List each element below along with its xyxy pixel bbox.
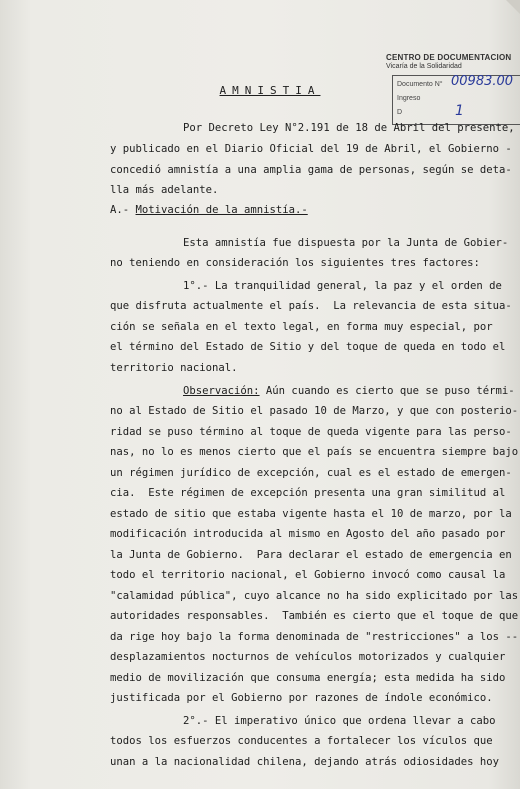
observation-line-15: medio de movilización que consuma energía; esta medida ha sido [110, 672, 506, 684]
observation-line-6: cia. Este régimen de excepción presenta una gran similitud al [110, 487, 506, 499]
factor2-line-2: todos los esfuerzos conducentes a fortalecer los vículos que [110, 735, 493, 747]
stamp-d-value: 1 [455, 103, 464, 119]
stamp-document-label: Documento N° [397, 81, 443, 88]
stamp-document-number: 00983.00 [451, 74, 514, 89]
stamp-d-label: D [397, 109, 403, 116]
intro-line-3: concedió amnistía a una amplia gama de personas, según se deta- [110, 164, 512, 176]
observation-line-11: "calamidad pública", cuyo alcance no ha sido explicitado por las [110, 590, 519, 602]
stamp-ingreso-label: Ingreso [397, 95, 421, 102]
factor2-line-1: 2°.- El imperativo único que ordena llevar a cabo [183, 715, 496, 727]
factor2-line-3: unan a la nacionalidad chilena, dejando atrás odiosidades hoy [110, 756, 500, 768]
stamp-title: CENTRO DE DOCUMENTACION [386, 53, 512, 62]
observation-line-13: da rige hoy bajo la forma denominada de "restricciones" a los -- [110, 631, 519, 643]
factor1-line-4: el término del Estado de Sitio y del toque de queda en todo el [110, 341, 506, 353]
document-title: AMNISTIA [219, 84, 321, 97]
observation-text-1: Aún cuando es cierto que se puso térmi- [259, 385, 515, 397]
factor1-line-5: territorio nacional. [110, 362, 238, 374]
factor1-line-3: ción se señala en el texto legal, en forma muy especial, por [110, 321, 493, 333]
factor1-line-2: que disfruta actualmente el país. La relevancia de esta situa- [110, 300, 512, 312]
observation-line-7: estado de sitio que estaba vigente hasta el 10 de marzo, por la [110, 508, 512, 520]
motivation-line-1: Esta amnistía fue dispuesta por la Junta de Gobier- [183, 237, 509, 249]
observation-line-8: modificación introducida al mismo en Agosto del año pasado por [110, 528, 506, 540]
page-corner-fold [506, 0, 520, 14]
section-letter: A.- [110, 204, 130, 216]
observation-line-12: autoridades responsables. También es cierto que el toque de que [110, 610, 519, 622]
section-heading [110, 204, 308, 216]
intro-line-4: lla más adelante. [110, 184, 219, 196]
factor1-line-1: 1°.- La tranquilidad general, la paz y el orden de [183, 280, 502, 292]
observation-line-9: la Junta de Gobierno. Para declarar el estado de emergencia en [110, 549, 512, 561]
observation-label: Observación: [183, 385, 260, 397]
observation-line-4: nas, no lo es menos cierto que el país se encuentra siempre bajo [110, 446, 519, 458]
intro-line-1: Por Decreto Ley N°2.191 de 18 de Abril del presente, [183, 122, 515, 134]
observation-line-14: desplazamientos nocturnos de vehículos motorizados y cualquier [110, 651, 506, 663]
observation-line-1 [183, 381, 515, 402]
observation-line-2: no al Estado de Sitio el pasado 10 de Marzo, y que con posterio- [110, 405, 519, 417]
section-heading-text: Motivación de la amnistía.- [135, 204, 308, 216]
motivation-line-2: no teniendo en consideración los siguientes tres factores: [110, 257, 480, 269]
observation-line-3: ridad se puso término al toque de queda vigente para las perso- [110, 426, 512, 438]
observation-line-16: justificada por el Gobierno por razones de índole económico. [110, 692, 493, 704]
stamp-subtitle: Vicaría de la Solidaridad [386, 63, 462, 70]
intro-line-2: y publicado en el Diario Oficial del 19 de Abril, el Gobierno - [110, 143, 512, 155]
observation-line-10: todo el territorio nacional, el Gobierno invocó como causal la [110, 569, 506, 581]
observation-line-5: un régimen jurídico de excepción, cual es el estado de emergen- [110, 467, 512, 479]
